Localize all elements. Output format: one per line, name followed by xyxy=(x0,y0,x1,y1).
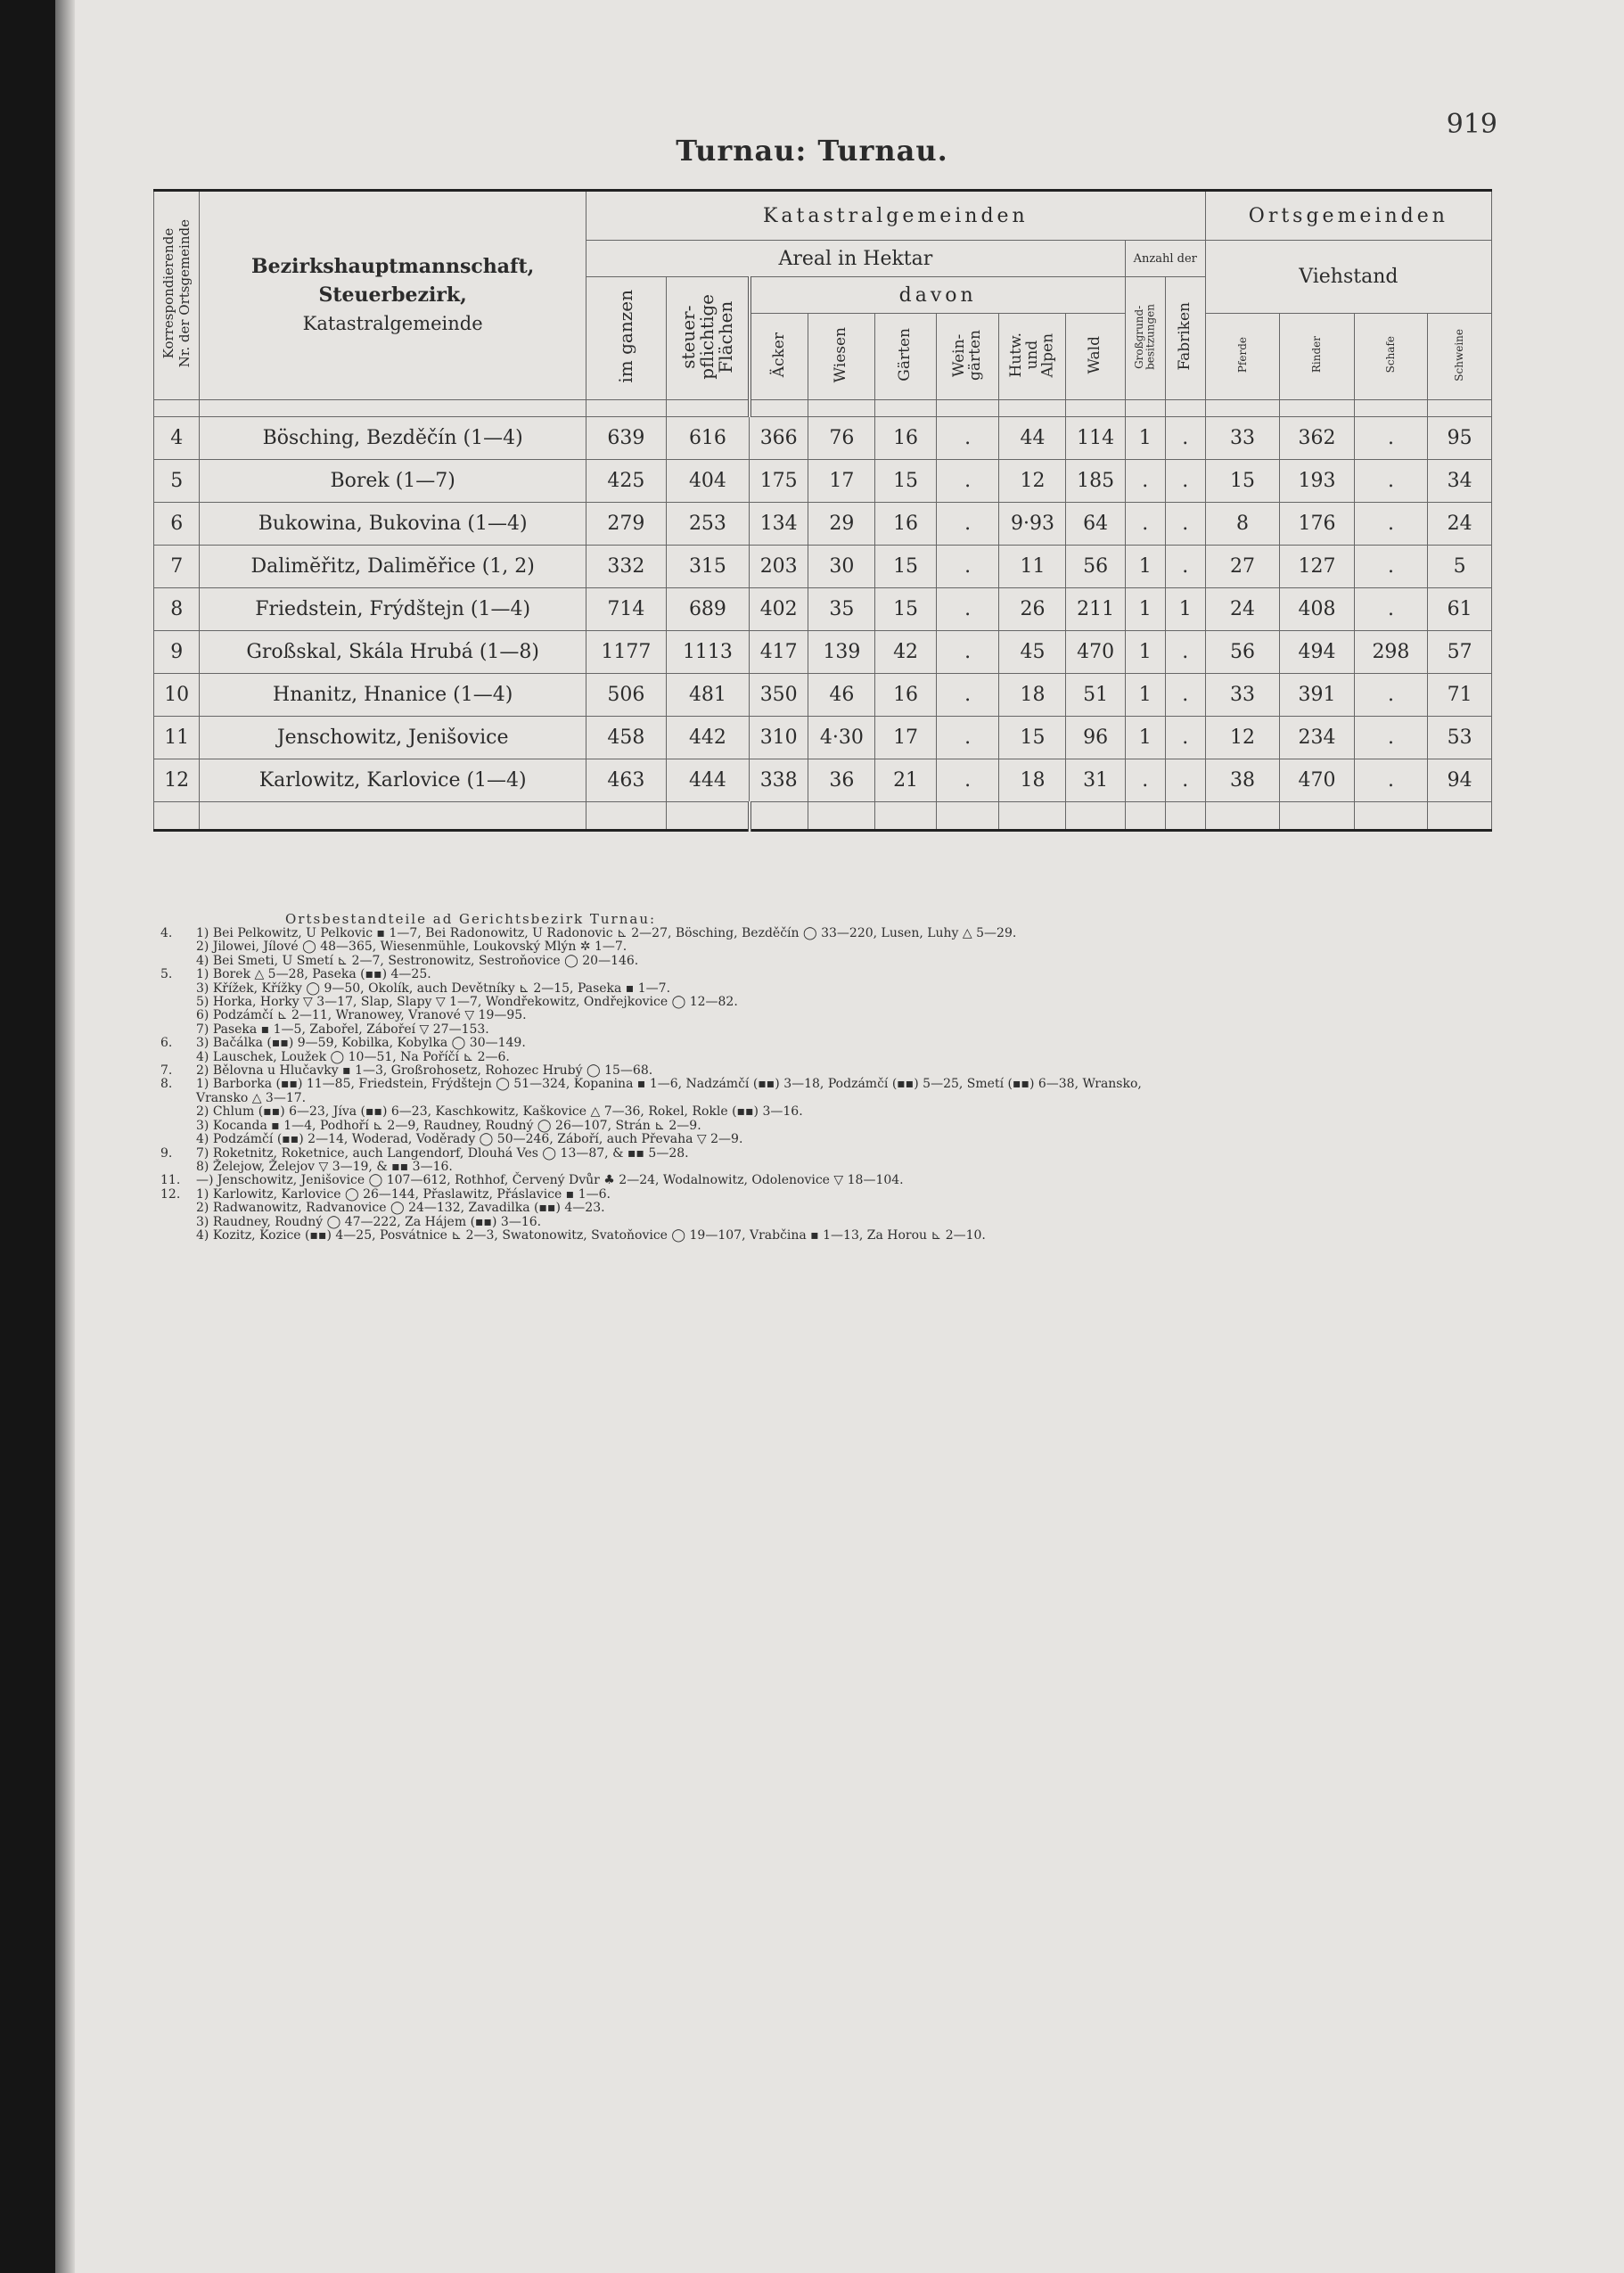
row-sheep: . xyxy=(1354,674,1427,717)
row-cattle: 127 xyxy=(1280,546,1355,588)
footnote-line xyxy=(160,1147,1497,1161)
row-factories: . xyxy=(1165,717,1205,759)
row-area-taxable: 481 xyxy=(666,674,749,717)
row-pigs: 61 xyxy=(1428,588,1492,631)
row-large-estates: 1 xyxy=(1125,417,1165,460)
row-forest: 114 xyxy=(1066,417,1125,460)
row-gardens: 15 xyxy=(875,460,937,503)
table-row xyxy=(154,631,1492,674)
page-gutter xyxy=(55,0,75,2273)
row-name: Hnanitz, Hnanice (1—4) xyxy=(200,674,586,717)
row-pastures: 9·93 xyxy=(999,503,1066,546)
footnote-line xyxy=(160,1161,1497,1174)
footnote-text: 2) Radwanowitz, Radvanovice ◯ 24—132, Zavadilka (▪▪) 4—23. xyxy=(196,1201,605,1216)
row-large-estates: . xyxy=(1125,460,1165,503)
row-pigs: 57 xyxy=(1428,631,1492,674)
row-factories: . xyxy=(1165,503,1205,546)
footnote-text: 4) Podzámčí (▪▪) 2—14, Woderad, Voděrady ◯ 50—246, Záboří, auch Převaha ▽ 2—9. xyxy=(196,1132,743,1147)
row-horses: 15 xyxy=(1205,460,1280,503)
row-factories: . xyxy=(1165,417,1205,460)
footnote-text: 4) Lauschek, Loužek ◯ 10—51, Na Poříčí ⊾ 2—6. xyxy=(196,1049,510,1064)
row-fields: 366 xyxy=(750,417,808,460)
header-schafe: Schafe xyxy=(1354,314,1427,400)
row-area-taxable: 689 xyxy=(666,588,749,631)
table-row xyxy=(154,717,1492,759)
footnote-line xyxy=(160,955,1497,968)
header-corner-nr: Korrespondierende Nr. der Ortsgemeinde xyxy=(154,191,200,400)
row-vineyards: . xyxy=(936,717,999,759)
row-cattle: 494 xyxy=(1280,631,1355,674)
row-pastures: 18 xyxy=(999,674,1066,717)
footnote-text: 3) Bačálka (▪▪) 9—59, Kobilka, Kobylka ◯ 30—149. xyxy=(196,1036,526,1051)
row-large-estates: 1 xyxy=(1125,631,1165,674)
row-pigs: 5 xyxy=(1428,546,1492,588)
table-row xyxy=(154,674,1492,717)
footnote-line xyxy=(160,1078,1497,1091)
row-fields: 350 xyxy=(750,674,808,717)
row-fields: 402 xyxy=(750,588,808,631)
row-forest: 64 xyxy=(1066,503,1125,546)
row-pastures: 44 xyxy=(999,417,1066,460)
footnote-text: 3) Kocanda ▪ 1—4, Podhoří ⊾ 2—9, Raudney, Roudný ◯ 26—107, Strán ⊾ 2—9. xyxy=(196,1118,701,1133)
row-number: 10 xyxy=(154,674,200,717)
row-area-total: 458 xyxy=(586,717,666,759)
page-title: Turnau: Turnau. xyxy=(676,134,948,168)
row-gardens: 15 xyxy=(875,588,937,631)
row-gardens: 15 xyxy=(875,546,937,588)
footnote-line xyxy=(160,982,1497,996)
row-gardens: 16 xyxy=(875,503,937,546)
row-vineyards: . xyxy=(936,503,999,546)
footnote-line xyxy=(160,1202,1497,1215)
footnote-text: 2) Chlum (▪▪) 6—23, Jíva (▪▪) 6—23, Kaschkowitz, Kaškovice △ 7—36, Rokel, Rokle (▪▪) 3—16. xyxy=(196,1104,803,1120)
footnote-number: 11. xyxy=(160,1173,181,1188)
row-sheep: 298 xyxy=(1354,631,1427,674)
header-areal: Areal in Hektar xyxy=(586,241,1125,277)
footnote-text: 3) Křížek, Křížky ◯ 9—50, Okolík, auch Devětníky ⊾ 2—15, Paseka ▪ 1—7. xyxy=(196,981,671,996)
row-number: 8 xyxy=(154,588,200,631)
header-davon: davon xyxy=(750,277,1126,314)
row-cattle: 193 xyxy=(1280,460,1355,503)
row-fields: 175 xyxy=(750,460,808,503)
header-steuerpflichtige: steuer- pflichtige Flächen xyxy=(666,277,749,400)
row-area-total: 279 xyxy=(586,503,666,546)
row-horses: 24 xyxy=(1205,588,1280,631)
row-horses: 12 xyxy=(1205,717,1280,759)
row-meadows: 35 xyxy=(808,588,875,631)
header-weingaerten: Wein- gärten xyxy=(936,314,999,400)
row-vineyards: . xyxy=(936,759,999,802)
row-factories: . xyxy=(1165,460,1205,503)
row-pigs: 71 xyxy=(1428,674,1492,717)
row-gardens: 21 xyxy=(875,759,937,802)
row-factories: 1 xyxy=(1165,588,1205,631)
footnote-text: 7) Paseka ▪ 1—5, Zabořel, Zábořeí ▽ 27—153. xyxy=(196,1022,489,1037)
row-sheep: . xyxy=(1354,588,1427,631)
row-vineyards: . xyxy=(936,674,999,717)
statistics-table xyxy=(153,189,1492,832)
header-katastralgemeinden: Katastralgemeinden xyxy=(586,191,1205,241)
table-spacer xyxy=(154,400,1492,417)
row-area-taxable: 616 xyxy=(666,417,749,460)
row-vineyards: . xyxy=(936,588,999,631)
row-name: Bukowina, Bukovina (1—4) xyxy=(200,503,586,546)
header-bezirk: Bezirkshauptmannschaft, Steuerbezirk, Katastralgemeinde xyxy=(200,191,586,400)
footnote-line xyxy=(160,940,1497,954)
footnote-number: 7. xyxy=(160,1063,173,1079)
row-forest: 470 xyxy=(1066,631,1125,674)
row-pigs: 53 xyxy=(1428,717,1492,759)
footnote-line xyxy=(160,1037,1497,1050)
footnote-line xyxy=(160,968,1497,981)
footnote-text: 6) Podzámčí ⊾ 2—11, Wranowey, Vranové ▽ 19—95. xyxy=(196,1008,527,1023)
footnote-number: 12. xyxy=(160,1186,181,1202)
page-number: 919 xyxy=(1446,109,1497,140)
header-fabriken: Fabriken xyxy=(1165,277,1205,400)
row-sheep: . xyxy=(1354,460,1427,503)
footnote-line xyxy=(160,1229,1497,1243)
row-area-total: 639 xyxy=(586,417,666,460)
footnote-line xyxy=(160,1023,1497,1037)
row-area-taxable: 404 xyxy=(666,460,749,503)
row-vineyards: . xyxy=(936,460,999,503)
header-grossgrund: Großgrund- besitzungen xyxy=(1125,277,1165,400)
row-horses: 56 xyxy=(1205,631,1280,674)
header-schweine: Schweine xyxy=(1428,314,1492,400)
footnote-line xyxy=(160,1174,1497,1187)
row-name: Borek (1—7) xyxy=(200,460,586,503)
row-pigs: 94 xyxy=(1428,759,1492,802)
row-fields: 203 xyxy=(750,546,808,588)
footnote-text: 1) Borek △ 5—28, Paseka (▪▪) 4—25. xyxy=(196,967,431,982)
row-factories: . xyxy=(1165,546,1205,588)
row-large-estates: 1 xyxy=(1125,546,1165,588)
table-row xyxy=(154,460,1492,503)
header-viehstand: Viehstand xyxy=(1205,241,1491,314)
footnote-text: 1) Barborka (▪▪) 11—85, Friedstein, Frýdštejn ◯ 51—324, Kopanina ▪ 1—6, Nadzámčí (▪▪) 3—18, Podzámčí (▪▪) 5—25, Smetí (▪▪) 6—38, Wransko, xyxy=(196,1077,1142,1092)
header-hutweiden: Hutw. und Alpen xyxy=(999,314,1066,400)
row-meadows: 4·30 xyxy=(808,717,875,759)
row-forest: 51 xyxy=(1066,674,1125,717)
row-large-estates: 1 xyxy=(1125,674,1165,717)
row-name: Großskal, Skála Hrubá (1—8) xyxy=(200,631,586,674)
row-cattle: 470 xyxy=(1280,759,1355,802)
row-large-estates: . xyxy=(1125,503,1165,546)
row-number: 5 xyxy=(154,460,200,503)
row-factories: . xyxy=(1165,631,1205,674)
row-fields: 134 xyxy=(750,503,808,546)
footnote-line xyxy=(160,1092,1497,1105)
table-row xyxy=(154,417,1492,460)
row-large-estates: . xyxy=(1125,759,1165,802)
row-number: 11 xyxy=(154,717,200,759)
row-large-estates: 1 xyxy=(1125,717,1165,759)
row-area-taxable: 1113 xyxy=(666,631,749,674)
row-horses: 33 xyxy=(1205,417,1280,460)
row-area-total: 506 xyxy=(586,674,666,717)
header-aecker: Äcker xyxy=(750,314,808,400)
row-gardens: 16 xyxy=(875,417,937,460)
row-gardens: 16 xyxy=(875,674,937,717)
row-factories: . xyxy=(1165,674,1205,717)
row-number: 9 xyxy=(154,631,200,674)
row-vineyards: . xyxy=(936,417,999,460)
row-pigs: 34 xyxy=(1428,460,1492,503)
footnote-text: 7) Roketnitz, Roketnice, auch Langendorf, Dlouhá Ves ◯ 13—87, & ▪▪ 5—28. xyxy=(196,1145,689,1161)
row-pigs: 24 xyxy=(1428,503,1492,546)
row-cattle: 362 xyxy=(1280,417,1355,460)
row-gardens: 42 xyxy=(875,631,937,674)
table-row xyxy=(154,588,1492,631)
row-meadows: 36 xyxy=(808,759,875,802)
row-area-taxable: 442 xyxy=(666,717,749,759)
row-sheep: . xyxy=(1354,503,1427,546)
row-area-total: 1177 xyxy=(586,631,666,674)
row-horses: 33 xyxy=(1205,674,1280,717)
book-binding-shadow xyxy=(0,0,55,2273)
footnote-text: 1) Karlowitz, Karlovice ◯ 26—144, Přaslawitz, Přáslavice ▪ 1—6. xyxy=(196,1186,611,1202)
row-pastures: 11 xyxy=(999,546,1066,588)
row-horses: 27 xyxy=(1205,546,1280,588)
footnote-line xyxy=(160,1051,1497,1064)
header-im-ganzen: im ganzen xyxy=(586,277,666,400)
row-pastures: 18 xyxy=(999,759,1066,802)
footnote-number: 4. xyxy=(160,926,173,940)
row-sheep: . xyxy=(1354,759,1427,802)
row-area-total: 463 xyxy=(586,759,666,802)
row-area-total: 714 xyxy=(586,588,666,631)
row-meadows: 46 xyxy=(808,674,875,717)
header-wiesen: Wiesen xyxy=(808,314,875,400)
header-ortsgemeinden: Ortsgemeinden xyxy=(1205,191,1491,241)
row-name: Friedstein, Frýdštejn (1—4) xyxy=(200,588,586,631)
row-horses: 38 xyxy=(1205,759,1280,802)
footnote-text: 3) Raudney, Roudný ◯ 47—222, Za Hájem (▪▪) 3—16. xyxy=(196,1214,542,1229)
row-name: Dalimĕřitz, Dalimĕřice (1, 2) xyxy=(200,546,586,588)
footnote-line xyxy=(160,996,1497,1009)
row-pastures: 26 xyxy=(999,588,1066,631)
footnote-number: 8. xyxy=(160,1077,173,1092)
row-area-total: 332 xyxy=(586,546,666,588)
row-forest: 56 xyxy=(1066,546,1125,588)
row-number: 4 xyxy=(154,417,200,460)
footnote-text: —) Jenschowitz, Jenišovice ◯ 107—612, Rothhof, Červený Dvůr ♣ 2—24, Wodalnowitz, Odolenovice ▽ 18—104. xyxy=(196,1173,904,1188)
row-sheep: . xyxy=(1354,417,1427,460)
row-forest: 211 xyxy=(1066,588,1125,631)
table-body xyxy=(154,400,1492,831)
row-factories: . xyxy=(1165,759,1205,802)
row-pastures: 45 xyxy=(999,631,1066,674)
row-name: Karlowitz, Karlovice (1—4) xyxy=(200,759,586,802)
row-fields: 310 xyxy=(750,717,808,759)
footnote-number: 9. xyxy=(160,1145,173,1161)
footnote-line xyxy=(160,1188,1497,1202)
row-gardens: 17 xyxy=(875,717,937,759)
row-forest: 31 xyxy=(1066,759,1125,802)
footnote-line xyxy=(160,1105,1497,1119)
row-meadows: 139 xyxy=(808,631,875,674)
header-anzahl: Anzahl der xyxy=(1125,241,1205,277)
row-fields: 417 xyxy=(750,631,808,674)
row-pastures: 15 xyxy=(999,717,1066,759)
row-vineyards: . xyxy=(936,631,999,674)
table-spacer xyxy=(154,802,1492,831)
row-cattle: 234 xyxy=(1280,717,1355,759)
footnote-number: 5. xyxy=(160,967,173,982)
row-forest: 185 xyxy=(1066,460,1125,503)
table-row xyxy=(154,503,1492,546)
footnote-line xyxy=(160,1216,1497,1229)
row-cattle: 391 xyxy=(1280,674,1355,717)
footnote-text: 4) Kozitz, Kozice (▪▪) 4—25, Posvátnice ⊾ 2—3, Swatonowitz, Svatoňovice ◯ 19—107, Vrabčina ▪ 1—13, Za Horou ⊾ 2—10. xyxy=(196,1227,986,1243)
footnote-text: 1) Bei Pelkowitz, U Pelkovic ▪ 1—7, Bei Radonowitz, U Radonovic ⊾ 2—27, Bösching, Bezděčín ◯ 33—220, Lusen, Luhy △ 5—29. xyxy=(196,926,1017,940)
row-sheep: . xyxy=(1354,546,1427,588)
footnote-text: Vransko △ 3—17. xyxy=(196,1090,307,1105)
footnote-line xyxy=(160,1133,1497,1146)
header-rinder: Rinder xyxy=(1280,314,1355,400)
footnote-line xyxy=(160,1120,1497,1133)
header-wald: Wald xyxy=(1066,314,1125,400)
row-cattle: 408 xyxy=(1280,588,1355,631)
footnote-text: 5) Horka, Horky ▽ 3—17, Slap, Slapy ▽ 1—7, Wondřekowitz, Ondřejkovice ◯ 12—82. xyxy=(196,995,738,1010)
row-name: Jenschowitz, Jenišovice xyxy=(200,717,586,759)
row-large-estates: 1 xyxy=(1125,588,1165,631)
row-meadows: 76 xyxy=(808,417,875,460)
row-horses: 8 xyxy=(1205,503,1280,546)
footnotes xyxy=(160,927,1497,1243)
row-name: Bösching, Bezděčín (1—4) xyxy=(200,417,586,460)
row-pigs: 95 xyxy=(1428,417,1492,460)
footnote-text: 4) Bei Smeti, U Smetí ⊾ 2—7, Sestronowitz, Sestroňovice ◯ 20—146. xyxy=(196,953,639,968)
footnote-line xyxy=(160,1009,1497,1022)
footnote-text: 8) Želejow, Želejov ▽ 3—19, & ▪▪ 3—16. xyxy=(196,1159,453,1174)
row-meadows: 30 xyxy=(808,546,875,588)
row-fields: 338 xyxy=(750,759,808,802)
row-cattle: 176 xyxy=(1280,503,1355,546)
row-number: 7 xyxy=(154,546,200,588)
row-area-taxable: 444 xyxy=(666,759,749,802)
footnote-number: 6. xyxy=(160,1036,173,1051)
table-row xyxy=(154,546,1492,588)
row-forest: 96 xyxy=(1066,717,1125,759)
table-row xyxy=(154,759,1492,802)
header-gaerten: Gärten xyxy=(875,314,937,400)
row-sheep: . xyxy=(1354,717,1427,759)
footnote-text: 2) Jilowei, Jílové ◯ 48—365, Wiesenmühle, Loukovský Mlýn ✲ 1—7. xyxy=(196,940,627,955)
row-meadows: 29 xyxy=(808,503,875,546)
row-area-taxable: 315 xyxy=(666,546,749,588)
header-pferde: Pferde xyxy=(1205,314,1280,400)
row-pastures: 12 xyxy=(999,460,1066,503)
row-area-total: 425 xyxy=(586,460,666,503)
row-vineyards: . xyxy=(936,546,999,588)
row-meadows: 17 xyxy=(808,460,875,503)
footnotes-title: Ortsbestandteile ad Gerichtsbezirk Turnau: xyxy=(285,911,657,927)
row-area-taxable: 253 xyxy=(666,503,749,546)
row-number: 12 xyxy=(154,759,200,802)
footnote-text: 2) Bělovna u Hlučavky ▪ 1—3, Großrohosetz, Rohozec Hrubý ◯ 15—68. xyxy=(196,1063,653,1079)
row-number: 6 xyxy=(154,503,200,546)
